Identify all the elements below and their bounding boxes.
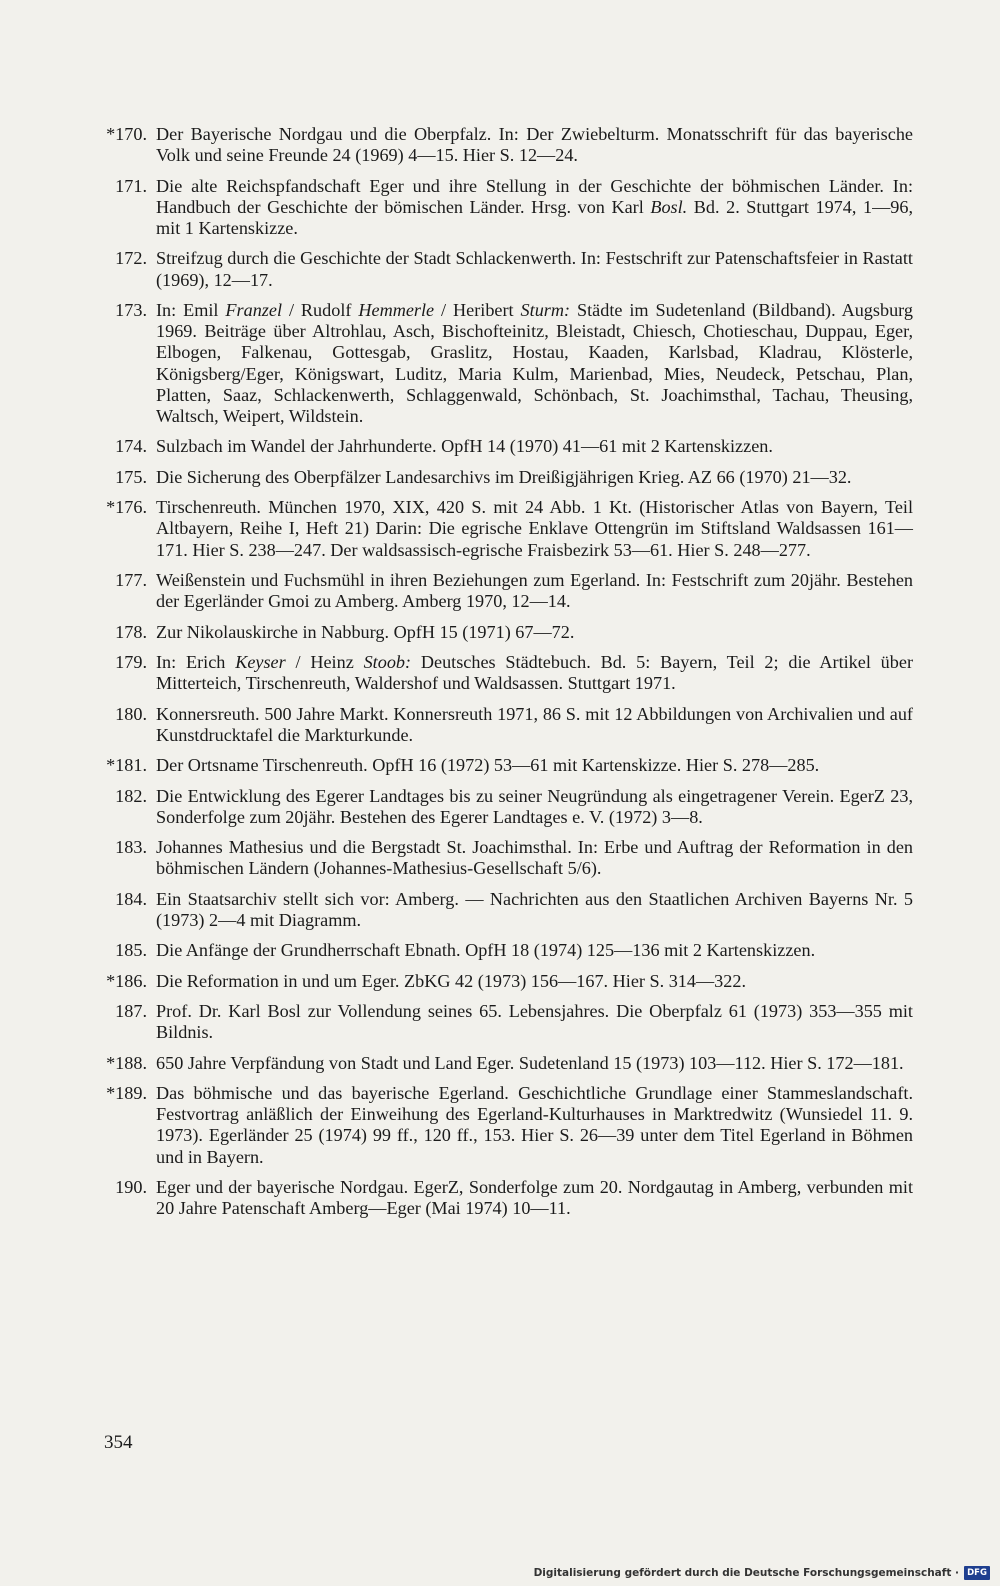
- entry-number: 180.: [115, 703, 147, 724]
- entry-text: [156, 176, 913, 240]
- page-number: 354: [104, 1432, 133, 1453]
- entry-number: 171.: [115, 175, 147, 196]
- bibliography-entry: [98, 497, 913, 561]
- entry-text: [156, 300, 913, 427]
- footer-text: Digitalisierung gefördert durch die Deutsche Forschungsgemeinschaft ·: [533, 1567, 959, 1579]
- entry-number: 175.: [115, 466, 147, 487]
- entry-text: [156, 971, 913, 992]
- bibliography-entry: [98, 704, 913, 746]
- entry-number: 173.: [115, 299, 147, 320]
- entry-number: *176.: [106, 497, 147, 518]
- entry-text: [156, 755, 913, 776]
- entry-text: [156, 124, 913, 166]
- bibliography-entry: [98, 1083, 913, 1168]
- bibliography-entry: [98, 622, 913, 643]
- entry-text-segment: Deutsches Städtebuch. Bd. 5: Bayern, Teil 2; die Artikel über Mitterteich, Tirschenreuth, Waldershof und Waldsassen. Stuttgart 1971.: [156, 651, 914, 694]
- entry-number: 185.: [115, 940, 147, 961]
- entry-text-segment: Die Anfänge der Grundherrschaft Ebnath. OpfH 18 (1974) 125—136 mit 2 Kartenskizzen.: [156, 940, 816, 961]
- entry-text: [156, 1083, 913, 1168]
- entry-number: 187.: [115, 1001, 147, 1022]
- entry-number: *181.: [106, 755, 147, 776]
- entry-text-segment: 650 Jahre Verpfändung von Stadt und Land Eger. Sudetenland 15 (1973) 103—112. Hier S. 172—181.: [156, 1052, 904, 1073]
- entry-number: *170.: [106, 124, 147, 144]
- entry-text-segment: / Heribert: [434, 299, 521, 320]
- entry-number: 182.: [115, 785, 147, 806]
- entry-text-segment: Die Reformation in und um Eger. ZbKG 42 (1973) 156—167. Hier S. 314—322.: [156, 970, 747, 991]
- entry-text-segment: Bd. 2. Stuttgart 1974, 1—96, mit 1 Kartenskizze.: [156, 196, 913, 238]
- entry-number: *186.: [106, 970, 147, 991]
- entry-number: *188.: [106, 1052, 147, 1073]
- author-name: Bosl.: [650, 196, 688, 217]
- entry-text-segment: Weißenstein und Fuchsmühl in ihren Beziehungen zum Egerland. In: Festschrift zum 20jähr. Bestehen der Egerländer Gmoi zu Amberg. Amberg 1970, 12—14.: [156, 569, 913, 612]
- entry-text-segment: Der Ortsname Tirschenreuth. OpfH 16 (1972) 53—61 mit Kartenskizze. Hier S. 278—285.: [156, 755, 820, 776]
- entry-text-segment: Eger und der bayerische Nordgau. EgerZ, Sonderfolge zum 20. Nordgautag in Amberg, verbunden mit 20 Jahre Patenschaft Amberg—Eger (Mai 1974) 10—11.: [156, 1177, 913, 1219]
- entry-text-segment: Die Sicherung des Oberpfälzer Landesarchivs im Dreißigjährigen Krieg. AZ 66 (1970) 21—32.: [156, 466, 852, 487]
- bibliography-list: [98, 124, 913, 1229]
- entry-number: *189.: [106, 1083, 147, 1104]
- entry-text-segment: Sulzbach im Wandel der Jahrhunderte. OpfH 14 (1970) 41—61 mit 2 Kartenskizzen.: [156, 436, 773, 457]
- entry-number: 174.: [115, 436, 147, 457]
- entry-number: 190.: [115, 1177, 147, 1198]
- entry-text: [156, 467, 913, 488]
- entry-text: [156, 248, 913, 290]
- entry-text: [156, 940, 913, 961]
- entry-text-segment: / Rudolf: [282, 299, 359, 320]
- bibliography-entry: [98, 436, 913, 457]
- bibliography-entry: [98, 248, 913, 290]
- entry-number: 184.: [115, 888, 147, 909]
- bibliography-entry: [98, 837, 913, 879]
- entry-text-segment: Zur Nikolauskirche in Nabburg. OpfH 15 (1971) 67—72.: [156, 621, 575, 642]
- entry-text-segment: Ein Staatsarchiv stellt sich vor: Amberg. — Nachrichten aus den Staatlichen Archiven Bayerns Nr. 5 (1973) 2—4 mit Diagramm.: [156, 888, 913, 930]
- bibliography-entry: [98, 124, 913, 166]
- author-name: Hemmerle: [358, 299, 435, 320]
- bibliography-entry: [98, 889, 913, 931]
- entry-number: 179.: [115, 651, 147, 672]
- bibliography-entry: [98, 971, 913, 992]
- entry-number: 183.: [115, 837, 147, 858]
- bibliography-entry: [98, 570, 913, 612]
- entry-text-segment: Konnersreuth. 500 Jahre Markt. Konnersreuth 1971, 86 S. mit 12 Abbildungen von Archivalien und auf Kunstdrucktafel die Markturkunde.: [156, 703, 913, 745]
- entry-text: [156, 786, 913, 828]
- entry-text: [156, 1177, 913, 1219]
- entry-text: [156, 1053, 913, 1074]
- dfg-logo-icon: DFG: [964, 1566, 990, 1580]
- bibliography-entry: [98, 1177, 913, 1219]
- bibliography-entry: [98, 786, 913, 828]
- bibliography-entry: [98, 300, 913, 427]
- author-name: Sturm:: [520, 299, 571, 320]
- entry-text-segment: Streifzug durch die Geschichte der Stadt Schlackenwerth. In: Festschrift zur Patenschaftsfeier in Rastatt (1969), 12—17.: [156, 248, 913, 290]
- bibliography-entry: [98, 1053, 913, 1074]
- bibliography-entry: [98, 1001, 913, 1043]
- bibliography-entry: [98, 940, 913, 961]
- entry-text-segment: / Heinz: [285, 651, 364, 672]
- entry-text-segment: In: Emil: [156, 299, 226, 320]
- digitization-footer: [534, 1566, 990, 1580]
- entry-text: [156, 837, 913, 879]
- entry-text: [156, 704, 913, 746]
- entry-text-segment: Johannes Mathesius und die Bergstadt St. Joachimsthal. In: Erbe und Auftrag der Reformation in den böhmischen Ländern (Johannes-Mathesius-Gesellschaft 5/6).: [156, 837, 913, 879]
- entry-text-segment: Städte im Sudetenland (Bildband). Augsburg 1969. Beiträge über Altrohlau, Asch, Bischofteinitz, Bleistadt, Chiesch, Chotieschau, Duppau, Eger, Elbogen, Falkenau, Gottesgab, Graslitz, Hostau, Kaaden, Karlsbad, Kladrau, Klösterle, Königsberg/Eger, Königswart, Luditz, Maria Kulm, Marienbad, Mies, Neudeck, Petschau, Plan, Platten, Saaz, Schlackenwerth, Schlaggenwald, Schönbach, St. Joachimsthal, Tachau, Theusing, Waltsch, Weipert, Wildstein.: [156, 299, 913, 426]
- entry-text-segment: Tirschenreuth. München 1970, XIX, 420 S. mit 24 Abb. 1 Kt. (Historischer Atlas von Bayern, Teil Altbayern, Reihe I, Heft 21) Darin: Die egrische Enklave Ottengrün im Stiftsland Waldsassen 161—171. Hier S. 238—247. Der waldsassisch-egrische Fraisbezirk 53—61. Hier S. 248—277.: [156, 497, 913, 560]
- entry-number: 172.: [115, 248, 147, 269]
- entry-text: [156, 1001, 913, 1043]
- entry-text: [156, 622, 913, 643]
- entry-text: [156, 652, 913, 694]
- entry-text: [156, 889, 913, 931]
- entry-text-segment: Die alte Reichspfandschaft Eger und ihre Stellung in der Geschichte der böhmischen Länder. In: Handbuch der Geschichte der bömischen Länder. Hrsg. von Karl: [156, 175, 913, 217]
- entry-text: [156, 570, 913, 612]
- entry-number: 177.: [115, 569, 147, 590]
- author-name: Franzel: [225, 299, 283, 320]
- entry-number: 178.: [115, 621, 147, 642]
- author-name: Stoob:: [363, 651, 412, 672]
- entry-text: [156, 497, 913, 561]
- entry-text-segment: Prof. Dr. Karl Bosl zur Vollendung seines 65. Lebensjahres. Die Oberpfalz 61 (1973) 353—355 mit Bildnis.: [156, 1001, 913, 1043]
- bibliography-entry: [98, 176, 913, 240]
- entry-text-segment: In: Erich: [156, 651, 236, 672]
- bibliography-entry: [98, 652, 913, 694]
- bibliography-entry: [98, 467, 913, 488]
- entry-text: [156, 436, 913, 457]
- entry-text-segment: Die Entwicklung des Egerer Landtages bis zu seiner Neugründung als eingetragener Verein. EgerZ 23, Sonderfolge zum 20jähr. Bestehen des Egerer Landtages e. V. (1972) 3—8.: [156, 785, 913, 827]
- author-name: Keyser: [235, 651, 286, 672]
- entry-text-segment: Das böhmische und das bayerische Egerland. Geschichtliche Grundlage einer Stammeslandschaft. Festvortrag anläßlich der Einweihung des Egerland-Kulturhauses in Marktredwitz (Wunsiedel 11. 9. 1973). Egerländer 25 (1974) 99 ff., 120 ff., 153. Hier S. 26—39 unter dem Titel Egerland in Böhmen und in Bayern.: [156, 1083, 913, 1167]
- bibliography-entry: [98, 755, 913, 776]
- entry-text-segment: Der Bayerische Nordgau und die Oberpfalz. In: Der Zwiebelturm. Monatsschrift für das bayerische Volk und seine Freunde 24 (1969) 4—15. Hier S. 12—24.: [156, 124, 913, 166]
